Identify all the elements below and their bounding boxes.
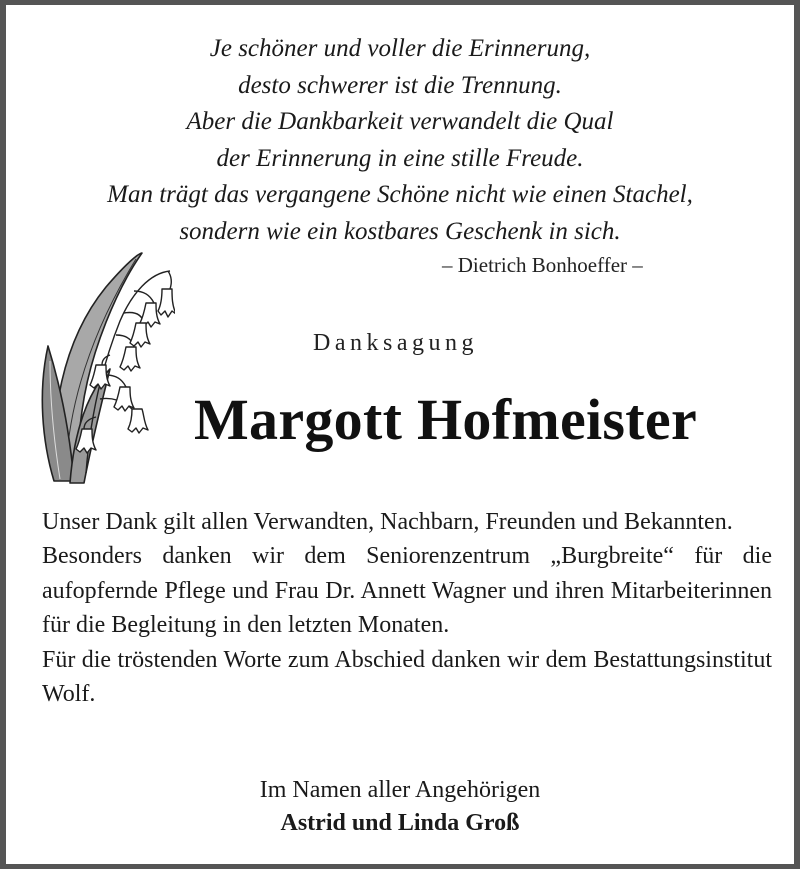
body-paragraph: Besonders danken wir dem Seniorenzentrum „Burgbreite“ für die aufopfernde Pflege und Frau Dr. Annett Wagner und ihren Mitarbeiterinnen für die Begleitung in den letzten Monaten. [42,543,772,639]
heading-danksagung: Danksagung [313,330,478,356]
quote-line: Man trägt das vergangene Schöne nicht wie einen Stachel, [107,181,693,208]
signature-block [6,774,794,840]
quote-line: desto schwerer ist die Trennung. [238,71,562,99]
signature-intro: Im Namen aller Angehörigen [259,777,541,803]
quote-author: – Dietrich Bonhoeffer – [442,253,643,277]
quote-line: sondern wie ein kostbares Geschenk in sich. [179,217,621,245]
quote-line: Je schöner und voller die Erinnerung, [209,35,591,62]
quote-line: Aber die Dankbarkeit verwandelt die Qual [186,108,614,135]
signature-names: Astrid und Linda Groß [280,810,520,836]
quote-line: der Erinnerung in eine stille Freude. [216,144,584,172]
body-paragraph: Unser Dank gilt allen Verwandten, Nachbarn, Freunden und Bekannten. [42,509,733,535]
body-paragraph: Für die tröstenden Worte zum Abschied danken wir dem Bestattungsinstitut Wolf. [42,646,772,708]
lily-of-the-valley-icon [40,251,175,486]
quote-block [6,31,794,250]
body-text [42,505,772,711]
deceased-name: Margott Hofmeister [194,387,697,452]
